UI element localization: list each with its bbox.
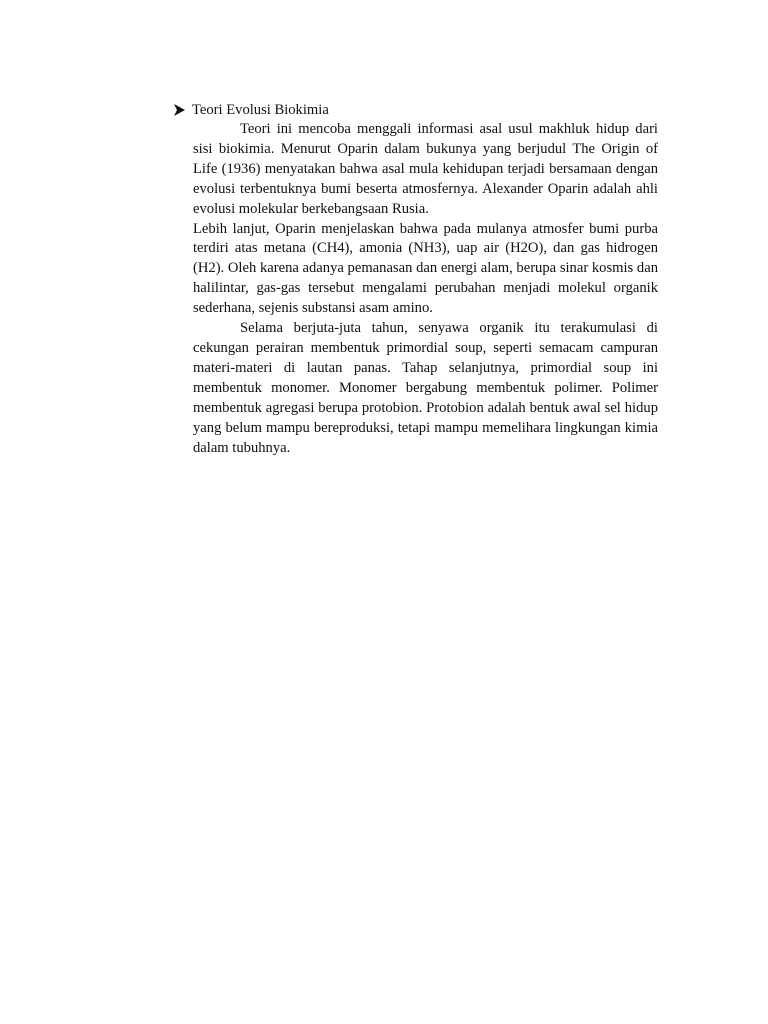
section-body [193,120,658,458]
paragraph-2: Lebih lanjut, Oparin menjelaskan bahwa pada mulanya atmosfer bumi purba terdiri atas metana (CH4), amonia (NH3), uap air (H2O), dan gas hidrogen (H2). Oleh karena adanya pemanasan dan energi alam, berupa sinar kosmis dan halilintar, gas-gas tersebut mengalami perubahan menjadi molekul organik sederhana, sejenis substansi asam amino. [193,220,658,317]
section-heading: Teori Evolusi Biokimia [192,102,329,118]
arrowhead-bullet-icon [172,102,188,118]
paragraph-1: Teori ini mencoba menggali informasi asal usul makhluk hidup dari sisi biokimia. Menurut Oparin dalam bukunya yang berjudul The Origin of Life (1936) menyatakan bahwa asal mula kehidupan terjadi bersamaan dengan evolusi terbentuknya bumi beserta atmosfernya. Alexander Oparin adalah ahli evolusi molekular berkebangsaan Rusia. [193,121,658,217]
section-heading-row [172,100,642,120]
paragraph-3: Selama berjuta-juta tahun, senyawa organik itu terakumulasi di cekungan perairan membentuk primordial soup, seperti semacam campuran materi-materi di lautan panas. Tahap selanjutnya, primordial soup ini membentuk monomer. Monomer bergabung membentuk polimer. Polimer membentuk agregasi berupa protobion. Protobion adalah bentuk awal sel hidup yang belum mampu bereproduksi, tetapi mampu memelihara lingkungan kimia dalam tubuhnya. [193,320,658,456]
